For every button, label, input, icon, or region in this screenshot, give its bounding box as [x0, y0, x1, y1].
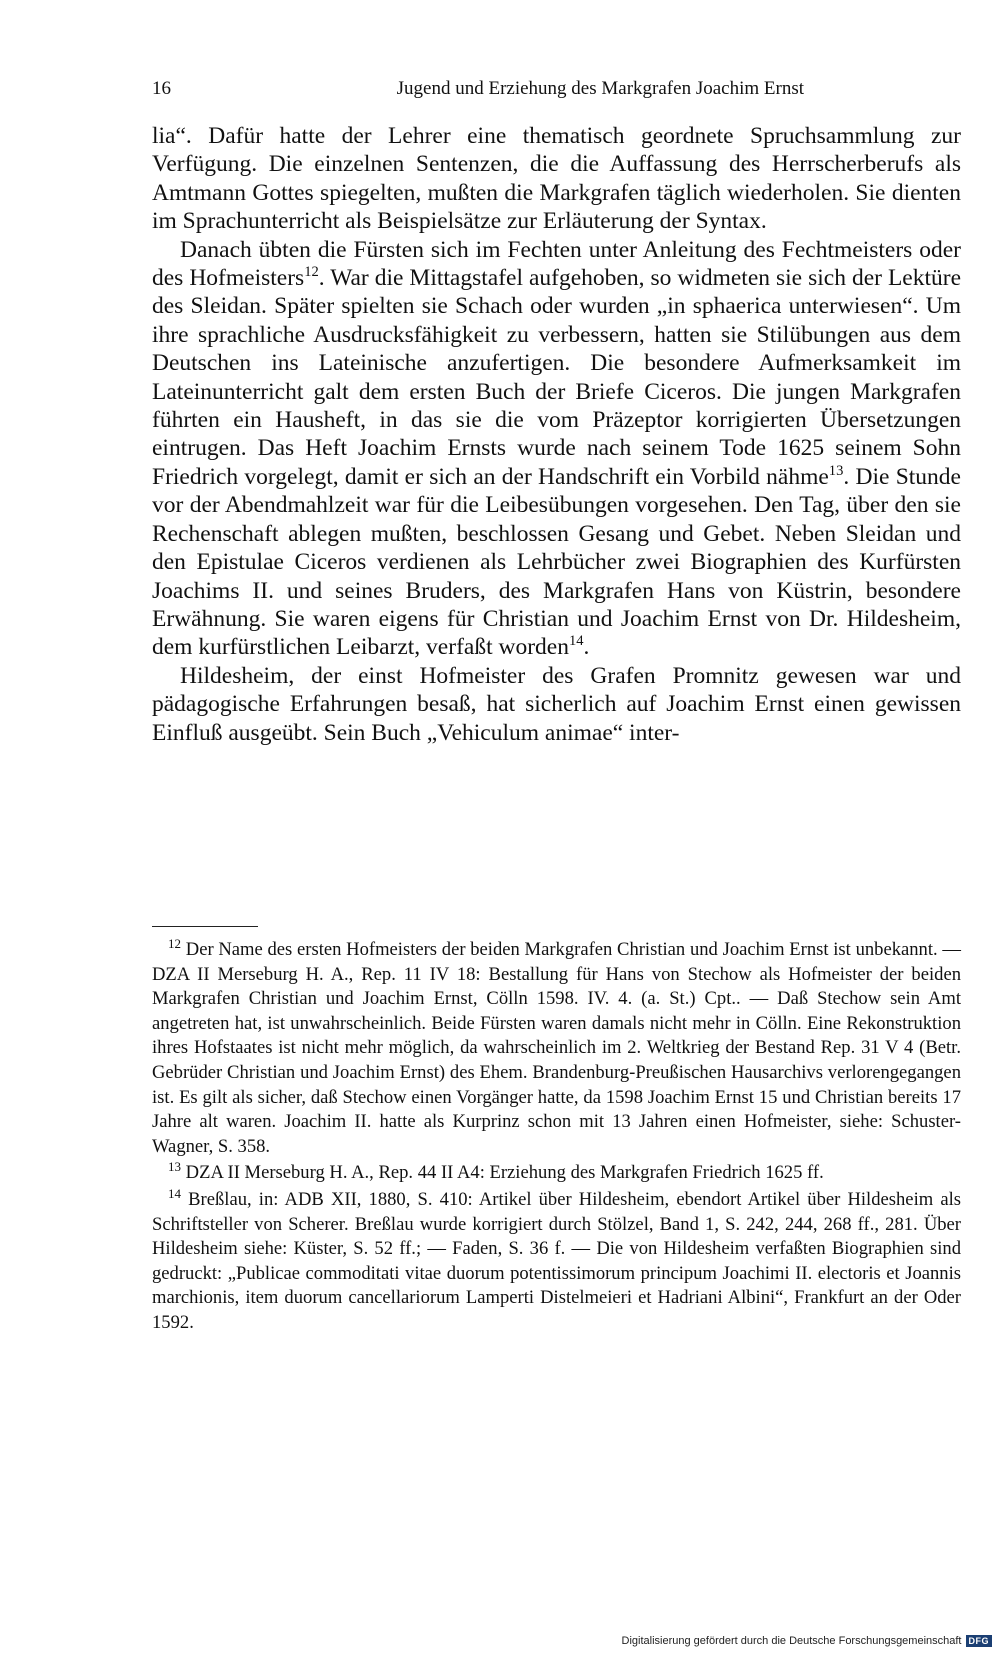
paragraph-2-text-c: . Die Stunde vor der Abendmahlzeit war für die Leibesübungen vorgesehen. Den Tag, über den sie Rechenschaft ablegen mußten, beschlossen Gesang und Gebet. Neben Sleidan und den Epistulae Ciceros verdienen als Lehrbücher zwei Biographien des Kurfürsten Joachims II. und seines Bruders, des Markgrafen Hans von Küstrin, besondere Erwähnung. Sie waren eigens für Christian und Joachim Ernst von Dr. Hildesheim, dem kurfürstlichen Leibarzt, verfaßt worden — [152, 463, 961, 661]
footnote-number: 12 — [168, 935, 182, 951]
page-header — [152, 78, 804, 106]
footnote-number: 13 — [168, 1159, 182, 1175]
running-head: Jugend und Erziehung des Markgrafen Joachim Ernst — [396, 78, 804, 99]
footnote-text: Der Name des ersten Hofmeisters der beiden Markgrafen Christian und Joachim Ernst ist unbekannt. — DZA II Merseburg H. A., Rep. 11 IV 18: Bestallung für Hans von Stechow als Hofmeister der beiden Markgrafen Christian und Joachim Ernst, Cölln 1598. IV. 4. (a. St.) Cpt.. — Daß Stechow sein Amt angetreten hat, ist unwahrscheinlich. Beide Fürsten waren damals nicht mehr in Cölln. Eine Rekonstruktion ihres Hofstaates ist nicht mehr möglich, da wahrscheinlich im 2. Weltkrieg der Bestand Rep. 31 V 4 (Betr. Gebrüder Christian und Joachim Ernst) des Ehem. Brandenburg-Preußischen Hausarchivs verlorengegangen ist. Es gilt als sicher, daß Stechow einen Vorgänger hatte, da 1598 Joachim Ernst 15 und Christian bereits 17 Jahre alt waren. Joachim II. hatte als Kurprinz schon mit 13 Jahren einen Hofmeister, siehe: Schuster-Wagner, S. 358. — [152, 939, 962, 1157]
credit-text: Digitalisierung gefördert durch die Deutsche Forschungsgemeinschaft — [621, 1635, 962, 1647]
footnote-ref-13[interactable]: 13 — [828, 463, 844, 480]
footnote-14 — [152, 1185, 961, 1336]
footnote-ref-12[interactable]: 12 — [304, 264, 319, 281]
paragraph-1: lia“. Dafür hatte der Lehrer eine thematisch geordnete Spruchsammlung zur Verfügung. Die einzelnen Sentenzen, die die Auffassung des Herrscherberufs als Amtmann Gottes spiegelten, mußten die Markgrafen täglich wiederholen. Sie dienten im Sprachunterricht als Beispielsätze zur Erläuterung der Syntax. — [152, 123, 961, 235]
paragraph-2 — [152, 236, 961, 662]
footnote-divider — [152, 926, 258, 927]
paragraph-3: Hildesheim, der einst Hofmeister des Grafen Promnitz gewesen war und pädagogische Erfahrungen besaß, hat sicherlich auf Joachim Ernst einen gewissen Einfluß ausgeübt. Sein Buch „Vehiculum animae“ inter- — [152, 662, 961, 746]
paragraph-2-text-b: . War die Mittagstafel aufgehoben, so widmeten sie sich der Lektüre des Sleidan. Später spielten sie Schach oder wurden „in sphaerica unterwiesen“. Um ihre sprachliche Ausdrucksfähigkeit zu verbessern, hatten sie Stilübungen aus dem Deutschen ins Lateinische anzufertigen. Die besondere Aufmerksamkeit im Lateinunterricht galt dem ersten Buch der Briefe Ciceros. Die jungen Markgrafen führten ein Hausheft, in das sie die vom Präzeptor korrigierten Übersetzungen eintrugen. Das Heft Joachim Ernsts wurde nach seinem Tode 1625 seinem Sohn Friedrich vorgelegt, damit er sich an der Handschrift ein Vorbild nähme — [152, 265, 962, 490]
footnote-ref-14[interactable]: 14 — [568, 633, 584, 650]
paragraph-2-text-a: Danach übten die Fürsten sich im Fechten unter Anleitung des Fechtmeisters oder des Hofmeisters — [152, 236, 961, 292]
footnote-text: Breßlau, in: ADB XII, 1880, S. 410: Artikel über Hildesheim, ebendort Artikel über Hildesheim als Schriftsteller von Scherer. Breßlau wurde korrigiert durch Stölzel, Band 1, S. 242, 244, 268 ff., 281. Über Hildesheim siehe: Küster, S. 52 ff.; — Faden, S. 36 f. — Die von Hildesheim verfaßten Biographien sind gedruckt: „Publicae commoditati vitae duorum potentissimorum principum Joachimi II. electoris et Joannis marchionis, item duorum cancellariorum Lamperti Distelmeieri et Hadriani Albini“, Frankfurt an der Oder 1592. — [152, 1188, 961, 1333]
footnotes — [152, 935, 962, 1338]
dfg-logo: DFG — [966, 1635, 993, 1647]
footnote-13 — [152, 1161, 961, 1186]
footnote-12 — [152, 935, 962, 1159]
footnote-text: DZA II Merseburg H. A., Rep. 44 II A4: Erziehung des Markgrafen Friedrich 1625 ff. — [185, 1162, 824, 1184]
paragraph-2-text-d: . — [583, 634, 590, 661]
page-number: 16 — [152, 78, 171, 99]
main-text — [152, 122, 961, 747]
digitization-credit — [622, 1635, 992, 1647]
footnote-number: 14 — [168, 1185, 182, 1201]
